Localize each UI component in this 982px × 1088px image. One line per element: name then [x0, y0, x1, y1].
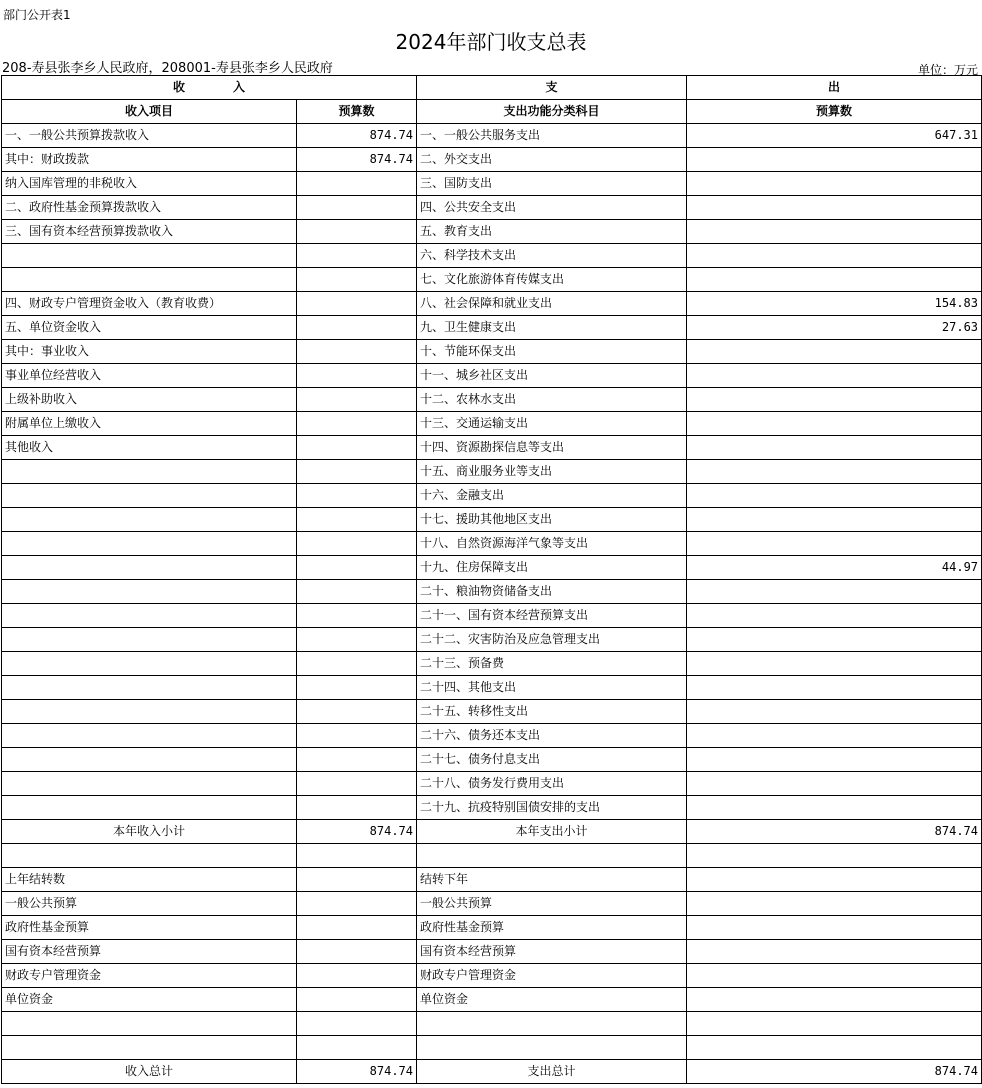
table-row	[2, 196, 982, 220]
expense-budget-cell	[687, 220, 982, 244]
expense-item-cell: 二十五、转移性支出	[417, 700, 687, 724]
income-budget-cell	[297, 628, 417, 652]
income-budget-cell	[297, 556, 417, 580]
income-item-cell	[2, 652, 297, 676]
expense-budget-cell	[687, 868, 982, 892]
income-item-cell: 三、国有资本经营预算拨款收入	[2, 220, 297, 244]
organization-label: 208-寿县张李乡人民政府，208001-寿县张李乡人民政府	[2, 61, 333, 76]
income-budget-cell	[297, 412, 417, 436]
income-budget-cell	[297, 532, 417, 556]
income-item-cell	[2, 556, 297, 580]
expense-item-cell: 十五、商业服务业等支出	[417, 460, 687, 484]
expense-item-cell: 十二、农林水支出	[417, 388, 687, 412]
expense-item-cell: 四、公共安全支出	[417, 196, 687, 220]
expense-item-cell: 十、节能环保支出	[417, 340, 687, 364]
income-budget-cell	[297, 436, 417, 460]
expense-item-cell: 九、卫生健康支出	[417, 316, 687, 340]
expense-budget-cell	[687, 172, 982, 196]
expense-item-cell: 二十六、债务还本支出	[417, 724, 687, 748]
income-budget-cell	[297, 1036, 417, 1060]
expense-budget-cell	[687, 508, 982, 532]
expense-budget-cell	[687, 364, 982, 388]
expense-item-cell: 十四、资源勘探信息等支出	[417, 436, 687, 460]
expense-budget-cell	[687, 700, 982, 724]
expense-item-cell	[417, 844, 687, 868]
table-row	[2, 340, 982, 364]
income-budget-cell	[297, 652, 417, 676]
table-row	[2, 244, 982, 268]
expense-budget-cell	[687, 724, 982, 748]
table-row	[2, 628, 982, 652]
income-item-cell: 政府性基金预算	[2, 916, 297, 940]
income-item-cell	[2, 580, 297, 604]
income-budget-cell	[297, 292, 417, 316]
income-item-cell: 一般公共预算	[2, 892, 297, 916]
expense-section-header-left: 支	[417, 76, 687, 100]
expense-item-cell: 二十八、债务发行费用支出	[417, 772, 687, 796]
income-item-cell: 单位资金	[2, 988, 297, 1012]
income-budget-cell	[297, 844, 417, 868]
income-item-cell: 上级补助收入	[2, 388, 297, 412]
income-item-cell: 事业单位经营收入	[2, 364, 297, 388]
income-budget-header: 预算数	[297, 100, 417, 124]
income-item-cell: 一、一般公共预算拨款收入	[2, 124, 297, 148]
expense-budget-cell	[687, 964, 982, 988]
budget-summary-table	[1, 75, 982, 1084]
expense-item-cell: 结转下年	[417, 868, 687, 892]
expense-item-cell: 八、社会保障和就业支出	[417, 292, 687, 316]
income-item-header: 收入项目	[2, 100, 297, 124]
income-item-cell: 其他收入	[2, 436, 297, 460]
income-item-cell: 五、单位资金收入	[2, 316, 297, 340]
table-row	[2, 988, 982, 1012]
table-row	[2, 604, 982, 628]
expense-item-cell: 二十、粮油物资储备支出	[417, 580, 687, 604]
expense-item-cell: 十八、自然资源海洋气象等支出	[417, 532, 687, 556]
income-item-cell	[2, 724, 297, 748]
expense-item-cell: 二十九、抗疫特别国债安排的支出	[417, 796, 687, 820]
expense-item-cell: 十七、援助其他地区支出	[417, 508, 687, 532]
table-row	[2, 700, 982, 724]
table-row	[2, 124, 982, 148]
expense-budget-cell	[687, 412, 982, 436]
income-item-cell	[2, 676, 297, 700]
income-budget-cell	[297, 892, 417, 916]
expense-item-cell: 二十四、其他支出	[417, 676, 687, 700]
income-budget-cell	[297, 220, 417, 244]
income-item-cell	[2, 772, 297, 796]
income-budget-cell: 874.74	[297, 1060, 417, 1084]
table-number-label: 部门公开表1	[3, 8, 71, 22]
expense-budget-cell	[687, 940, 982, 964]
table-row	[2, 844, 982, 868]
table-row	[2, 796, 982, 820]
income-budget-cell	[297, 796, 417, 820]
expense-item-cell: 一、一般公共服务支出	[417, 124, 687, 148]
table-row	[2, 868, 982, 892]
table-row	[2, 460, 982, 484]
income-item-cell	[2, 484, 297, 508]
expense-budget-cell	[687, 196, 982, 220]
expense-item-cell: 支出总计	[417, 1060, 687, 1084]
income-budget-cell	[297, 580, 417, 604]
expense-budget-cell: 647.31	[687, 124, 982, 148]
income-item-cell	[2, 532, 297, 556]
income-budget-cell	[297, 964, 417, 988]
expense-item-cell: 十九、住房保障支出	[417, 556, 687, 580]
income-budget-cell	[297, 724, 417, 748]
table-row	[2, 148, 982, 172]
table-row	[2, 172, 982, 196]
income-item-cell	[2, 1012, 297, 1036]
income-item-cell: 其中：事业收入	[2, 340, 297, 364]
income-item-cell	[2, 604, 297, 628]
column-header-row	[2, 100, 982, 124]
income-item-cell: 国有资本经营预算	[2, 940, 297, 964]
income-budget-cell	[297, 772, 417, 796]
expense-item-cell: 二、外交支出	[417, 148, 687, 172]
expense-item-cell: 单位资金	[417, 988, 687, 1012]
expense-section-header-right: 出	[687, 76, 982, 100]
expense-item-cell: 七、文化旅游体育传媒支出	[417, 268, 687, 292]
expense-item-cell: 三、国防支出	[417, 172, 687, 196]
table-row	[2, 580, 982, 604]
table-row	[2, 292, 982, 316]
income-budget-cell: 874.74	[297, 148, 417, 172]
expense-budget-cell	[687, 772, 982, 796]
expense-item-cell: 六、科学技术支出	[417, 244, 687, 268]
income-item-cell: 二、政府性基金预算拨款收入	[2, 196, 297, 220]
table-row	[2, 652, 982, 676]
expense-budget-cell	[687, 340, 982, 364]
expense-budget-cell	[687, 532, 982, 556]
expense-budget-cell	[687, 1036, 982, 1060]
income-budget-cell	[297, 460, 417, 484]
income-budget-cell: 874.74	[297, 820, 417, 844]
income-budget-cell: 874.74	[297, 124, 417, 148]
income-budget-cell	[297, 748, 417, 772]
income-budget-cell	[297, 268, 417, 292]
expense-item-cell: 财政专户管理资金	[417, 964, 687, 988]
income-budget-cell	[297, 700, 417, 724]
income-item-cell	[2, 700, 297, 724]
expense-item-cell: 十三、交通运输支出	[417, 412, 687, 436]
income-item-cell: 四、财政专户管理资金收入（教育收费）	[2, 292, 297, 316]
income-budget-cell	[297, 916, 417, 940]
income-item-cell	[2, 796, 297, 820]
expense-item-cell	[417, 1036, 687, 1060]
income-item-cell: 附属单位上缴收入	[2, 412, 297, 436]
expense-budget-cell	[687, 916, 982, 940]
income-budget-cell	[297, 868, 417, 892]
table-row	[2, 412, 982, 436]
table-row	[2, 676, 982, 700]
expense-item-cell: 国有资本经营预算	[417, 940, 687, 964]
table-row	[2, 484, 982, 508]
income-item-cell: 纳入国库管理的非税收入	[2, 172, 297, 196]
income-budget-cell	[297, 172, 417, 196]
income-budget-cell	[297, 940, 417, 964]
expense-budget-cell	[687, 652, 982, 676]
expense-budget-cell	[687, 148, 982, 172]
table-row	[2, 364, 982, 388]
expense-budget-cell: 27.63	[687, 316, 982, 340]
section-header-row	[2, 76, 982, 100]
income-budget-cell	[297, 244, 417, 268]
income-item-cell	[2, 508, 297, 532]
income-item-cell	[2, 844, 297, 868]
table-row	[2, 916, 982, 940]
table-row	[2, 268, 982, 292]
expense-item-cell: 一般公共预算	[417, 892, 687, 916]
expense-budget-cell: 44.97	[687, 556, 982, 580]
income-budget-cell	[297, 196, 417, 220]
income-item-cell: 其中：财政拨款	[2, 148, 297, 172]
expense-budget-cell	[687, 268, 982, 292]
income-budget-cell	[297, 340, 417, 364]
expense-budget-cell	[687, 460, 982, 484]
table-row	[2, 220, 982, 244]
income-item-cell	[2, 628, 297, 652]
unit-label: 单位：万元	[917, 63, 978, 77]
expense-item-cell: 二十一、国有资本经营预算支出	[417, 604, 687, 628]
expense-budget-cell	[687, 580, 982, 604]
table-row	[2, 1060, 982, 1084]
expense-budget-cell: 874.74	[687, 1060, 982, 1084]
expense-item-cell: 二十三、预备费	[417, 652, 687, 676]
table-row	[2, 964, 982, 988]
table-row	[2, 772, 982, 796]
expense-budget-cell	[687, 628, 982, 652]
expense-budget-cell	[687, 436, 982, 460]
table-row	[2, 388, 982, 412]
income-budget-cell	[297, 676, 417, 700]
expense-budget-cell	[687, 748, 982, 772]
expense-budget-cell	[687, 892, 982, 916]
income-budget-cell	[297, 364, 417, 388]
page-title: 2024年部门收支总表	[395, 30, 587, 54]
income-item-cell: 财政专户管理资金	[2, 964, 297, 988]
income-item-cell	[2, 460, 297, 484]
expense-budget-header: 预算数	[687, 100, 982, 124]
income-item-cell	[2, 1036, 297, 1060]
expense-budget-cell: 154.83	[687, 292, 982, 316]
expense-budget-cell	[687, 604, 982, 628]
table-row	[2, 724, 982, 748]
income-budget-cell	[297, 988, 417, 1012]
expense-item-cell: 政府性基金预算	[417, 916, 687, 940]
table-row	[2, 316, 982, 340]
income-section-header: 收 入	[2, 76, 417, 100]
income-item-cell	[2, 748, 297, 772]
income-budget-cell	[297, 316, 417, 340]
table-row	[2, 1012, 982, 1036]
expense-item-cell: 二十二、灾害防治及应急管理支出	[417, 628, 687, 652]
expense-budget-cell	[687, 388, 982, 412]
table-row	[2, 532, 982, 556]
expense-budget-cell	[687, 988, 982, 1012]
expense-budget-cell	[687, 1012, 982, 1036]
expense-item-cell	[417, 1012, 687, 1036]
expense-item-cell: 本年支出小计	[417, 820, 687, 844]
expense-item-cell: 五、教育支出	[417, 220, 687, 244]
income-budget-cell	[297, 508, 417, 532]
table-row	[2, 436, 982, 460]
table-row	[2, 1036, 982, 1060]
table-row	[2, 556, 982, 580]
income-item-cell: 上年结转数	[2, 868, 297, 892]
expense-budget-cell: 874.74	[687, 820, 982, 844]
table-row	[2, 940, 982, 964]
table-row	[2, 508, 982, 532]
expense-budget-cell	[687, 244, 982, 268]
expense-budget-cell	[687, 844, 982, 868]
expense-item-cell: 二十七、债务付息支出	[417, 748, 687, 772]
income-budget-cell	[297, 388, 417, 412]
table-body	[2, 124, 982, 1084]
income-item-cell: 收入总计	[2, 1060, 297, 1084]
income-budget-cell	[297, 1012, 417, 1036]
income-item-cell	[2, 268, 297, 292]
table-row	[2, 892, 982, 916]
income-budget-cell	[297, 604, 417, 628]
income-budget-cell	[297, 484, 417, 508]
expense-item-cell: 十一、城乡社区支出	[417, 364, 687, 388]
expense-item-header: 支出功能分类科目	[417, 100, 687, 124]
income-item-cell: 本年收入小计	[2, 820, 297, 844]
expense-budget-cell	[687, 676, 982, 700]
expense-item-cell: 十六、金融支出	[417, 484, 687, 508]
expense-budget-cell	[687, 796, 982, 820]
table-row	[2, 748, 982, 772]
income-item-cell	[2, 244, 297, 268]
table-row	[2, 820, 982, 844]
expense-budget-cell	[687, 484, 982, 508]
